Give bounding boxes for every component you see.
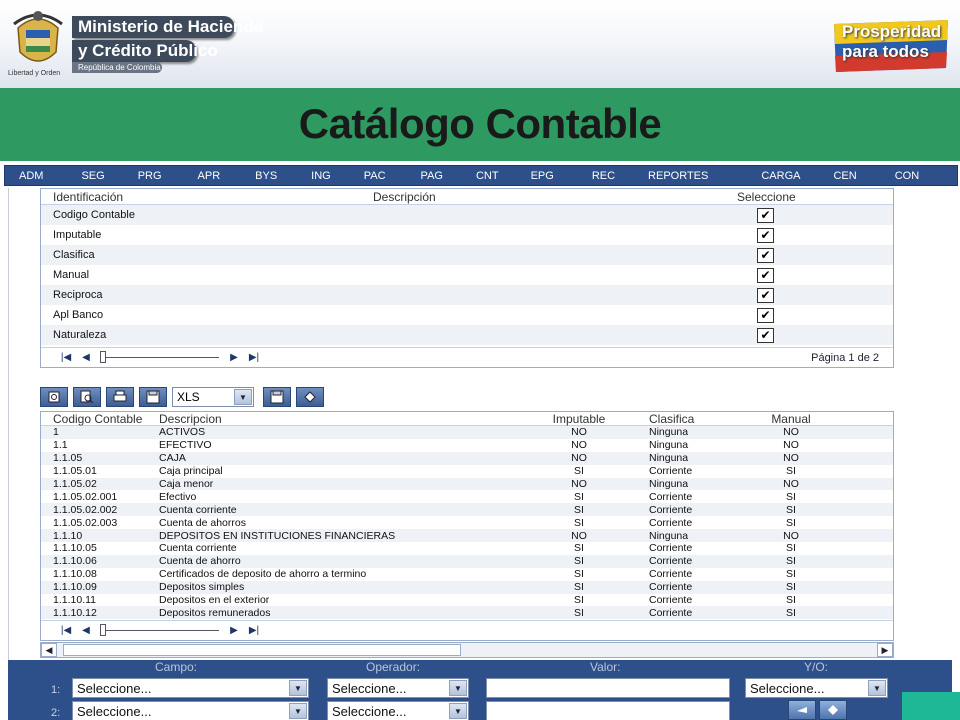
select-checkbox[interactable]: ✔ — [757, 228, 774, 243]
page-title: Catálogo Contable — [298, 100, 662, 147]
first-page-icon[interactable]: |◀ — [60, 625, 72, 636]
cell-imputable: NO — [571, 529, 587, 542]
cell-codigo: 1.1.05.02 — [53, 478, 97, 490]
cell-codigo: 1.1 — [53, 439, 68, 452]
cell-clasifica: Ninguna — [649, 452, 689, 465]
cell-codigo: 1.1.10.06 — [53, 555, 97, 568]
page-slider-track[interactable] — [101, 357, 219, 358]
filter-header-valor: Valor: — [590, 660, 621, 674]
filter-row-label: 1: — [51, 684, 61, 696]
cell-descripcion: Depositos en el exterior — [159, 594, 270, 607]
cell-manual: NO — [783, 426, 799, 439]
first-page-icon[interactable]: |◀ — [60, 352, 72, 363]
cell-clasifica: Corriente — [649, 542, 693, 555]
grid1-pager — [41, 347, 893, 367]
select-checkbox[interactable]: ✔ — [757, 328, 774, 343]
export-toolbar — [40, 386, 329, 408]
nav-item-rec[interactable]: REC — [591, 169, 616, 182]
prev-page-icon[interactable]: ◀ — [82, 352, 90, 363]
search-icon — [80, 390, 94, 404]
nav-item-prg[interactable]: PRG — [137, 169, 162, 182]
cell-imputable: NO — [571, 426, 587, 439]
row-identificacion: Apl Banco — [53, 309, 104, 321]
export-format-value: XLS — [177, 390, 200, 404]
horizontal-scrollbar[interactable] — [40, 642, 894, 658]
nav-item-reportes[interactable]: REPORTES — [648, 169, 709, 182]
row-identificacion: Codigo Contable — [53, 209, 135, 221]
cell-manual: SI — [786, 503, 796, 516]
cell-clasifica: Corriente — [649, 594, 693, 607]
nav-item-carga[interactable]: CARGA — [761, 169, 801, 182]
cell-descripcion: Cuenta de ahorro — [159, 555, 241, 568]
table-row — [41, 285, 893, 305]
operador-select-value: Seleccione... — [332, 680, 407, 696]
cell-imputable: NO — [571, 478, 587, 490]
col-identificacion: Identificación — [53, 189, 124, 204]
nav-item-seg[interactable]: SEG — [81, 169, 105, 182]
grid1-header — [41, 189, 893, 205]
prev-page-icon[interactable]: ◀ — [82, 625, 90, 636]
table-row — [41, 305, 893, 325]
cell-codigo: 1.1.10.09 — [53, 581, 97, 594]
cell-imputable: SI — [574, 516, 584, 529]
cell-descripcion: ACTIVOS — [159, 426, 206, 439]
table-row[interactable] — [41, 555, 893, 568]
refresh-arrows-icon — [826, 703, 840, 717]
page-indicator: Página 1 de 2 — [811, 351, 879, 364]
cell-manual: SI — [786, 490, 796, 503]
cell-codigo: 1.1.10 — [53, 529, 83, 542]
cell-clasifica: Corriente — [649, 606, 693, 619]
col-descripcion: Descripcion — [159, 411, 222, 426]
refresh-arrows-icon — [303, 390, 317, 404]
refresh-button[interactable] — [40, 387, 68, 407]
cell-descripcion: Cuenta corriente — [159, 542, 237, 555]
refresh-arrows-button[interactable] — [296, 387, 324, 407]
cell-manual: NO — [783, 478, 799, 490]
crest-caption: Libertad y Orden — [8, 70, 61, 77]
page-slider-track[interactable] — [101, 630, 219, 631]
page-slider-thumb[interactable] — [100, 624, 106, 636]
cell-imputable: NO — [571, 439, 587, 452]
cell-imputable: NO — [571, 452, 587, 465]
table-row — [41, 225, 893, 245]
cell-imputable: SI — [574, 581, 584, 594]
nav-item-ing[interactable]: ING — [311, 169, 331, 182]
chevron-down-icon[interactable]: ▼ — [234, 389, 252, 405]
cell-manual: SI — [786, 516, 796, 529]
chevron-down-icon[interactable]: ▼ — [868, 680, 886, 696]
cell-manual: SI — [786, 581, 796, 594]
campo-select-2[interactable] — [72, 701, 309, 720]
ministry-name — [72, 16, 264, 64]
nav-item-cen[interactable]: CEN — [833, 169, 857, 182]
nav-item-apr[interactable]: APR — [197, 169, 221, 182]
cell-manual: NO — [783, 439, 799, 452]
cell-manual: SI — [786, 542, 796, 555]
cell-clasifica: Ninguna — [649, 439, 689, 452]
col-descripcion: Descripción — [373, 189, 436, 204]
last-page-icon[interactable]: ▶| — [248, 625, 260, 636]
cell-clasifica: Corriente — [649, 465, 693, 478]
print-icon — [113, 390, 127, 404]
yo-select-1[interactable] — [745, 678, 888, 698]
filter-row-label: 2: — [51, 707, 61, 719]
cell-codigo: 1.1.05.02.003 — [53, 516, 118, 529]
cell-manual: SI — [786, 568, 796, 581]
cell-clasifica: Ninguna — [649, 529, 689, 542]
chevron-down-icon[interactable]: ▼ — [289, 680, 307, 696]
cell-clasifica: Ninguna — [649, 426, 689, 439]
cell-imputable: SI — [574, 606, 584, 619]
campo-select-1[interactable] — [72, 678, 309, 698]
ministry-line2: y Crédito Público — [72, 40, 196, 62]
print-button[interactable] — [106, 387, 134, 407]
nav-item-adm[interactable]: ADM — [19, 169, 44, 182]
scroll-thumb[interactable] — [63, 644, 461, 656]
table-row[interactable] — [41, 465, 893, 478]
operador-select-1[interactable] — [327, 678, 469, 698]
campo-select-value: Seleccione... — [77, 703, 152, 719]
cell-imputable: SI — [574, 555, 584, 568]
nav-item-pag[interactable]: PAG — [420, 169, 443, 182]
last-page-icon[interactable]: ▶| — [248, 352, 260, 363]
cell-imputable: SI — [574, 490, 584, 503]
column-selector-grid — [40, 188, 894, 368]
cell-descripcion: Certificados de deposito de ahorro a termino — [159, 568, 367, 581]
row-identificacion: Reciproca — [53, 289, 103, 301]
row-identificacion: Naturaleza — [53, 329, 107, 341]
campo-select-value: Seleccione... — [77, 680, 152, 696]
slogan-text — [842, 22, 941, 62]
cell-imputable: SI — [574, 594, 584, 607]
cell-clasifica: Corriente — [649, 516, 693, 529]
cell-descripcion: Depositos remunerados — [159, 606, 271, 619]
cell-descripcion: DEPOSITOS EN INSTITUCIONES FINANCIERAS — [159, 529, 396, 542]
table-row[interactable] — [41, 568, 893, 581]
cell-clasifica: Corriente — [649, 581, 693, 594]
cell-manual: SI — [786, 594, 796, 607]
cell-imputable: SI — [574, 503, 584, 516]
table-row — [41, 325, 893, 345]
cell-imputable: SI — [574, 568, 584, 581]
next-page-icon[interactable]: ▶ — [230, 625, 238, 636]
cell-imputable: SI — [574, 542, 584, 555]
table-row[interactable] — [41, 594, 893, 607]
col-codigo-contable: Codigo Contable — [53, 411, 143, 426]
nav-item-cnt[interactable]: CNT — [475, 169, 499, 182]
table-row — [41, 265, 893, 285]
nav-item-con[interactable]: CON — [894, 169, 920, 182]
cell-clasifica: Corriente — [649, 555, 693, 568]
operador-select-2[interactable] — [327, 701, 469, 720]
row-identificacion: Manual — [53, 269, 90, 281]
filter-header-yo: Y/O: — [804, 660, 829, 674]
corner-accent — [902, 692, 960, 720]
cell-manual: NO — [783, 452, 799, 465]
apply-filter-button[interactable] — [819, 700, 847, 720]
next-page-icon[interactable]: ▶ — [230, 352, 238, 363]
cell-descripcion: Cuenta de ahorros — [159, 516, 246, 529]
ministry-subtitle: República de Colombia — [72, 62, 162, 73]
save-button[interactable] — [139, 387, 167, 407]
scroll-right-icon[interactable]: ▶ — [877, 643, 893, 657]
nav-item-pac[interactable]: PAC — [363, 169, 386, 182]
col-imputable: Imputable — [552, 411, 606, 426]
save-icon — [146, 390, 160, 404]
export-format-select[interactable] — [172, 387, 254, 407]
cell-descripcion: Caja principal — [159, 465, 223, 478]
cell-codigo: 1.1.05.02.002 — [53, 503, 118, 516]
cell-descripcion: CAJA — [159, 452, 186, 465]
refresh-icon — [47, 390, 61, 404]
table-row — [41, 245, 893, 265]
cell-descripcion: EFECTIVO — [159, 439, 212, 452]
header-banner — [0, 0, 960, 88]
table-row[interactable] — [41, 452, 893, 465]
page-slider-thumb[interactable] — [100, 351, 106, 363]
cell-codigo: 1.1.05.01 — [53, 465, 97, 478]
undo-arrow-icon — [795, 703, 809, 717]
row-identificacion: Clasifica — [53, 249, 95, 261]
table-row[interactable] — [41, 503, 893, 516]
slogan-line2: para todos — [842, 42, 929, 61]
ministry-line1: Ministerio de Hacienda — [72, 16, 234, 38]
cell-descripcion: Efectivo — [159, 490, 197, 503]
table-row[interactable] — [41, 490, 893, 503]
filter-header-operador: Operador: — [366, 660, 421, 674]
select-checkbox[interactable]: ✔ — [757, 288, 774, 303]
cell-clasifica: Corriente — [649, 490, 693, 503]
operador-select-value: Seleccione... — [332, 703, 407, 719]
cell-codigo: 1.1.05 — [53, 452, 83, 465]
cell-descripcion: Depositos simples — [159, 581, 245, 594]
nav-item-bys[interactable]: BYS — [255, 169, 278, 182]
scroll-left-icon[interactable]: ◀ — [41, 643, 57, 657]
row-identificacion: Imputable — [53, 229, 102, 241]
cell-manual: SI — [786, 606, 796, 619]
cell-codigo: 1.1.05.02.001 — [53, 490, 118, 503]
table-row[interactable] — [41, 529, 893, 542]
table-row — [41, 205, 893, 225]
yo-select-value: Seleccione... — [750, 680, 825, 696]
cell-manual: SI — [786, 555, 796, 568]
table-row[interactable] — [41, 426, 893, 439]
top-nav — [4, 165, 958, 186]
chevron-down-icon[interactable]: ▼ — [449, 680, 467, 696]
col-manual: Manual — [771, 411, 811, 426]
cell-manual: SI — [786, 465, 796, 478]
table-row[interactable] — [41, 478, 893, 491]
select-checkbox[interactable]: ✔ — [757, 248, 774, 263]
select-checkbox[interactable]: ✔ — [757, 308, 774, 323]
valor-input-1[interactable] — [486, 678, 730, 698]
accounts-grid — [40, 411, 894, 641]
slogan-line1: Prosperidad — [842, 22, 942, 41]
cell-codigo: 1 — [53, 426, 59, 439]
cell-descripcion: Cuenta corriente — [159, 503, 237, 516]
cell-clasifica: Ninguna — [649, 478, 689, 490]
export-save-button[interactable] — [263, 387, 291, 407]
grid1-body — [41, 205, 893, 345]
cell-clasifica: Corriente — [649, 503, 693, 516]
cell-codigo: 1.1.10.05 — [53, 542, 97, 555]
grid2-header — [41, 412, 893, 426]
valor-input-2[interactable] — [486, 701, 730, 720]
cell-codigo: 1.1.10.12 — [53, 606, 97, 619]
cell-imputable: SI — [574, 465, 584, 478]
filter-header-campo: Campo: — [155, 660, 198, 674]
cell-manual: NO — [783, 529, 799, 542]
select-checkbox[interactable]: ✔ — [757, 268, 774, 283]
table-row[interactable] — [41, 516, 893, 529]
table-row[interactable] — [41, 581, 893, 594]
chevron-down-icon[interactable]: ▼ — [449, 703, 467, 719]
col-seleccione: Seleccione — [737, 189, 796, 204]
col-clasifica: Clasifica — [649, 411, 695, 426]
search-button[interactable] — [73, 387, 101, 407]
save-icon — [270, 390, 284, 404]
table-row[interactable] — [41, 606, 893, 619]
grid2-pager — [41, 620, 893, 640]
table-row[interactable] — [41, 439, 893, 452]
cell-descripcion: Caja menor — [159, 478, 214, 490]
nav-item-epg[interactable]: EPG — [530, 169, 554, 182]
cell-codigo: 1.1.10.08 — [53, 568, 97, 581]
select-checkbox[interactable]: ✔ — [757, 208, 774, 223]
remove-filter-button[interactable] — [788, 700, 816, 720]
grid2-body — [41, 426, 893, 619]
table-row[interactable] — [41, 542, 893, 555]
chevron-down-icon[interactable]: ▼ — [289, 703, 307, 719]
cell-clasifica: Corriente — [649, 568, 693, 581]
cell-codigo: 1.1.10.11 — [53, 594, 97, 607]
